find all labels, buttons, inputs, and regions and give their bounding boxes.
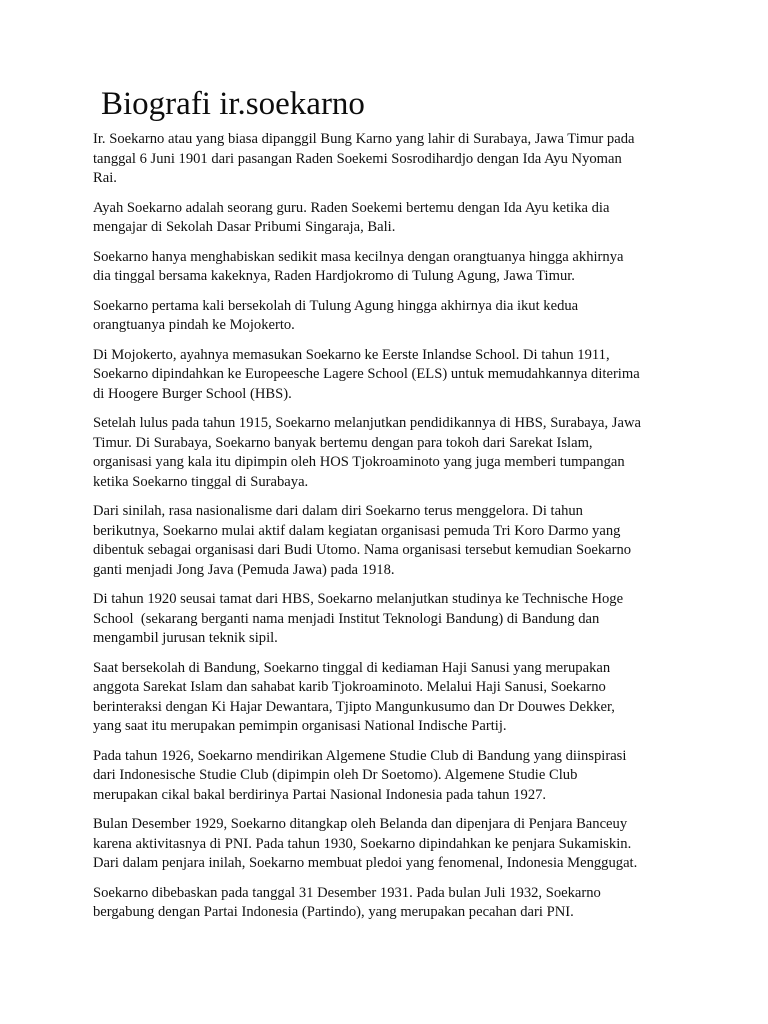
paragraph-line: merupakan cikal bakal berdirinya Partai Nasional Indonesia pada tahun 1927.: [93, 786, 547, 803]
paragraph-line: Setelah lulus pada tahun 1915, Soekarno melanjutkan pendidikannya di HBS, Surabaya, Jawa: [93, 415, 641, 431]
paragraph-line: orangtuanya pindah ke Mojokerto.: [93, 317, 295, 333]
paragraph: [93, 659, 693, 737]
paragraph-line: Dari dalam penjara inilah, Soekarno membuat pledoi yang fenomenal, Indonesia Menggugat.: [93, 855, 638, 871]
paragraph: [93, 884, 693, 923]
paragraph-line: Rai.: [93, 170, 117, 186]
paragraph: [93, 414, 693, 492]
paragraph-line: dibentuk sebagai organisasi dari Budi Utomo. Nama organisasi tersebut kemudian Soekarno: [93, 542, 632, 558]
paragraph-line: Saat bersekolah di Bandung, Soekarno tinggal di kediaman Haji Sanusi yang merupakan: [93, 659, 611, 676]
paragraph-line: Ayah Soekarno adalah seorang guru. Raden Soekemi bertemu dengan Ida Ayu ketika dia: [93, 199, 610, 216]
paragraph-line: Soekarno hanya menghabiskan sedikit masa kecilnya dengan orangtuanya hingga akhirnya: [93, 248, 624, 265]
paragraph-line: organisasi yang kala itu dipimpin oleh HOS Tjokroaminoto yang juga memberi tumpangan: [93, 454, 625, 470]
paragraph-line: karena aktivitasnya di PNI. Pada tahun 1930, Soekarno dipindahkan ke penjara Sukamiskin.: [93, 835, 632, 852]
paragraph: [93, 130, 693, 189]
paragraph-line: berikutnya, Soekarno mulai aktif dalam kegiatan organisasi pemuda Tri Koro Darmo yang: [93, 522, 621, 539]
paragraph-line: dia tinggal bersama kakeknya, Raden Hardjokromo di Tulung Agung, Jawa Timur.: [93, 268, 575, 284]
paragraph-line: berinteraksi dengan Ki Hajar Dewantara, Tjipto Mangunkusumo dan Dr Douwes Dekker,: [93, 698, 615, 715]
paragraph-line: Di Mojokerto, ayahnya memasukan Soekarno ke Eerste Inlandse School. Di tahun 1911,: [93, 346, 610, 363]
paragraph-line: ketika Soekarno tinggal di Surabaya.: [93, 473, 309, 490]
paragraph-line: School (sekarang berganti nama menjadi Institut Teknologi Bandung) di Bandung dan: [93, 610, 600, 627]
paragraph: [93, 502, 693, 580]
paragraph-line: di Hoogere Burger School (HBS).: [93, 385, 292, 402]
paragraph-line: Dari sinilah, rasa nasionalisme dari dalam diri Soekarno terus menggelora. Di tahun: [93, 503, 583, 519]
paragraph-line: Soekarno dibebaskan pada tanggal 31 Desember 1931. Pada bulan Juli 1932, Soekarno: [93, 884, 601, 901]
paragraph-line: Pada tahun 1926, Soekarno mendirikan Algemene Studie Club di Bandung yang diinspirasi: [93, 747, 627, 764]
paragraph: [93, 248, 693, 287]
paragraph: [93, 199, 693, 238]
paragraph-line: Timur. Di Surabaya, Soekarno banyak bertemu dengan para tokoh dari Sarekat Islam,: [93, 434, 593, 451]
paragraph-line: tanggal 6 Juni 1901 dari pasangan Raden Soekemi Sosrodihardjo dengan Ida Ayu Nyoman: [93, 150, 622, 167]
paragraph-line: mengajar di Sekolah Dasar Pribumi Singaraja, Bali.: [93, 219, 396, 235]
paragraph-line: mengambil jurusan teknik sipil.: [93, 630, 278, 646]
paragraph: [93, 590, 693, 649]
paragraph-line: bergabung dengan Partai Indonesia (Partindo), yang merupakan pecahan dari PNI.: [93, 904, 574, 920]
paragraph-line: Soekarno pertama kali bersekolah di Tulung Agung hingga akhirnya dia ikut kedua: [93, 297, 579, 314]
paragraph-line: Bulan Desember 1929, Soekarno ditangkap oleh Belanda dan dipenjara di Penjara Banceuy: [93, 816, 628, 832]
paragraph-line: dari Indonesische Studie Club (dipimpin oleh Dr Soetomo). Algemene Studie Club: [93, 767, 578, 783]
paragraph: [93, 747, 693, 806]
paragraph-line: yang saat itu merupakan pemimpin organisasi National Indische Partij.: [93, 718, 507, 734]
paragraph-line: Di tahun 1920 seusai tamat dari HBS, Soekarno melanjutkan studinya ke Technische Hoge: [93, 591, 624, 607]
document-body: [93, 130, 693, 933]
paragraph: [93, 297, 693, 336]
paragraph: [93, 815, 693, 874]
paragraph-line: anggota Sarekat Islam dan sahabat karib Tjokroaminoto. Melalui Haji Sanusi, Soekarno: [93, 679, 606, 695]
paragraph: [93, 346, 693, 405]
paragraph-line: ganti menjadi Jong Java (Pemuda Jawa) pada 1918.: [93, 561, 395, 578]
paragraph-line: Soekarno dipindahkan ke Europeesche Lagere School (ELS) untuk memudahkannya diterima: [93, 366, 640, 382]
document-title: Biografi ir.soekarno: [101, 86, 365, 122]
paragraph-line: Ir. Soekarno atau yang biasa dipanggil Bung Karno yang lahir di Surabaya, Jawa Timur pada: [93, 131, 635, 147]
